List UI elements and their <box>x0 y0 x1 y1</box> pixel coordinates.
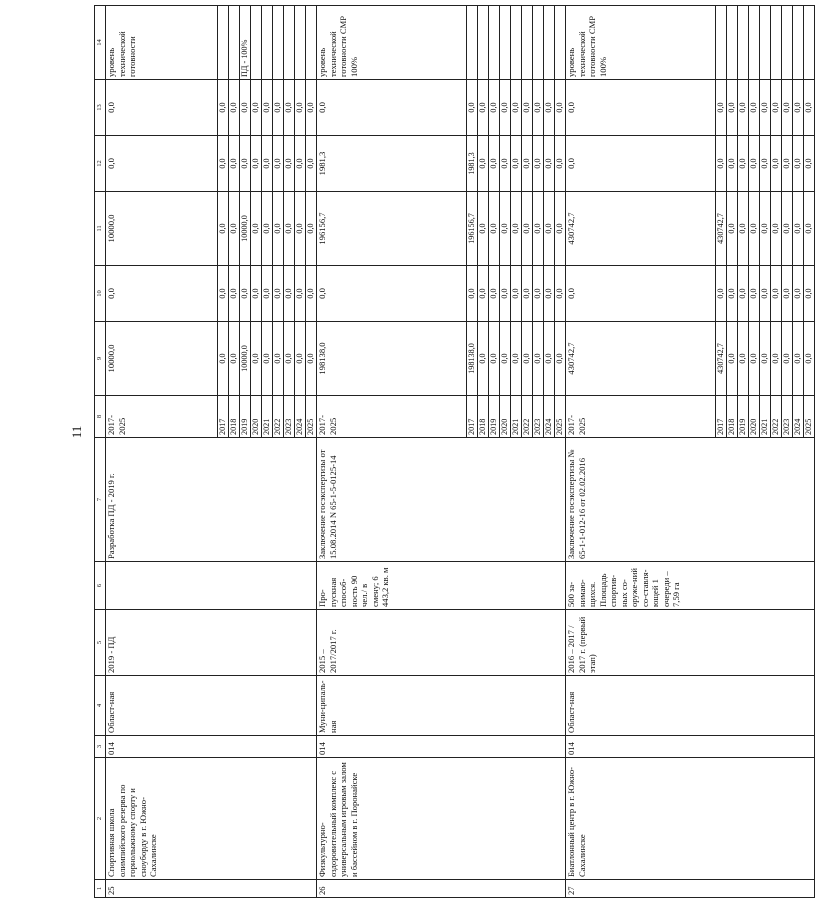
value-c12: 0,0 <box>749 136 760 192</box>
value-c9: 0,0 <box>251 322 262 396</box>
object-ownership: Муни-ципаль-ная <box>317 676 566 736</box>
value-c12: 0,0 <box>727 136 738 192</box>
value-c13: 0,0 <box>467 80 478 136</box>
value-c10: 0,0 <box>511 266 522 322</box>
readiness-cell <box>489 6 500 80</box>
total-period: 2017-2025 <box>566 396 716 438</box>
value-c11: 0,0 <box>727 192 738 266</box>
rotated-page <box>94 6 813 898</box>
value-c13: 0,0 <box>218 80 229 136</box>
year-cell: 2017 <box>218 396 229 438</box>
value-c12: 0,0 <box>306 136 317 192</box>
value-c10: 0,0 <box>760 266 771 322</box>
value-c10: 0,0 <box>555 266 566 322</box>
readiness-cell <box>727 6 738 80</box>
object-ownership: Област-ная <box>106 676 317 736</box>
value-c10: 0,0 <box>727 266 738 322</box>
total-readiness: уровень технической готовности <box>106 6 218 80</box>
value-c13: 0,0 <box>262 80 273 136</box>
object-capacity: 500 за-нимаю-щихся. Площадь спортив-ных со-оруже-ний со-ставля-ющей 1 очереди – 7,59 га <box>566 562 815 610</box>
readiness-cell <box>760 6 771 80</box>
value-c12: 0,0 <box>716 136 727 192</box>
value-c12: 0,0 <box>500 136 511 192</box>
object-code: 014 <box>106 736 317 758</box>
readiness-cell <box>555 6 566 80</box>
value-c9: 0,0 <box>306 322 317 396</box>
value-c11: 0,0 <box>555 192 566 266</box>
year-cell: 2022 <box>771 396 782 438</box>
value-c9: 0,0 <box>555 322 566 396</box>
value-c12: 0,0 <box>262 136 273 192</box>
year-cell: 2021 <box>511 396 522 438</box>
value-c12: 0,0 <box>284 136 295 192</box>
value-c10: 0,0 <box>749 266 760 322</box>
value-c11: 0,0 <box>544 192 555 266</box>
value-c9: 0,0 <box>782 322 793 396</box>
year-cell: 2019 <box>738 396 749 438</box>
total-c12: 0,0 <box>106 136 218 192</box>
value-c12: 0,0 <box>760 136 771 192</box>
value-c10: 0,0 <box>467 266 478 322</box>
total-c11: 196156,7 <box>317 192 467 266</box>
readiness-cell <box>771 6 782 80</box>
value-c12: 0,0 <box>738 136 749 192</box>
value-c9: 0,0 <box>229 322 240 396</box>
value-c12: 0,0 <box>229 136 240 192</box>
value-c11: 0,0 <box>273 192 284 266</box>
total-c9: 10000,0 <box>106 322 218 396</box>
value-c9: 0,0 <box>295 322 306 396</box>
readiness-cell <box>295 6 306 80</box>
year-cell: 2020 <box>749 396 760 438</box>
readiness-cell <box>804 6 815 80</box>
object-name: Биатлонный центр в г. Южно-Сахалинске <box>566 758 815 880</box>
value-c13: 0,0 <box>522 80 533 136</box>
year-cell: 2023 <box>782 396 793 438</box>
readiness-cell <box>782 6 793 80</box>
object-code: 014 <box>317 736 566 758</box>
value-c12: 0,0 <box>295 136 306 192</box>
total-c9: 430742,7 <box>566 322 716 396</box>
value-c10: 0,0 <box>804 266 815 322</box>
object-total-row <box>106 6 218 898</box>
total-c13: 0,0 <box>106 80 218 136</box>
value-c13: 0,0 <box>555 80 566 136</box>
readiness-cell <box>218 6 229 80</box>
value-c11: 430742,7 <box>716 192 727 266</box>
value-c11: 0,0 <box>218 192 229 266</box>
value-c13: 0,0 <box>229 80 240 136</box>
total-readiness: уровень технической готовности СМР 100% <box>317 6 467 80</box>
value-c9: 0,0 <box>727 322 738 396</box>
total-c10: 0,0 <box>317 266 467 322</box>
value-c9: 430742,7 <box>716 322 727 396</box>
table-body <box>95 6 815 898</box>
total-c13: 0,0 <box>317 80 467 136</box>
objects-table <box>94 5 815 898</box>
value-c12: 0,0 <box>804 136 815 192</box>
value-c11: 10000,0 <box>240 192 251 266</box>
value-c9: 0,0 <box>500 322 511 396</box>
year-cell: 2023 <box>533 396 544 438</box>
column-index-4: 4 <box>95 676 106 736</box>
column-index-11: 11 <box>95 192 106 266</box>
total-c10: 0,0 <box>106 266 218 322</box>
readiness-cell <box>533 6 544 80</box>
year-cell: 2025 <box>555 396 566 438</box>
object-number: 27 <box>566 880 815 898</box>
value-c11: 0,0 <box>760 192 771 266</box>
value-c11: 0,0 <box>793 192 804 266</box>
total-c12: 0,0 <box>566 136 716 192</box>
table-container <box>94 6 813 898</box>
value-c9: 0,0 <box>478 322 489 396</box>
value-c9: 0,0 <box>544 322 555 396</box>
object-documentation: Заключение госэкспертизы № 65-1-1-012-16 от 02.02.2016 <box>566 438 815 562</box>
value-c12: 0,0 <box>478 136 489 192</box>
year-cell: 2021 <box>760 396 771 438</box>
value-c13: 0,0 <box>251 80 262 136</box>
value-c12: 0,0 <box>555 136 566 192</box>
year-cell: 2018 <box>229 396 240 438</box>
readiness-cell <box>273 6 284 80</box>
year-cell: 2024 <box>544 396 555 438</box>
object-number: 25 <box>106 880 317 898</box>
value-c9: 0,0 <box>804 322 815 396</box>
value-c9: 0,0 <box>489 322 500 396</box>
value-c12: 0,0 <box>489 136 500 192</box>
object-period: 2015 – 2017/2017 г. <box>317 610 566 676</box>
page-number: 11 <box>69 425 84 439</box>
value-c11: 0,0 <box>478 192 489 266</box>
value-c13: 0,0 <box>793 80 804 136</box>
total-period: 2017-2025 <box>106 396 218 438</box>
value-c10: 0,0 <box>793 266 804 322</box>
value-c11: 0,0 <box>804 192 815 266</box>
value-c10: 0,0 <box>544 266 555 322</box>
value-c13: 0,0 <box>489 80 500 136</box>
value-c9: 0,0 <box>522 322 533 396</box>
value-c12: 0,0 <box>522 136 533 192</box>
value-c10: 0,0 <box>522 266 533 322</box>
value-c10: 0,0 <box>500 266 511 322</box>
value-c10: 0,0 <box>284 266 295 322</box>
value-c13: 0,0 <box>771 80 782 136</box>
value-c12: 1981,3 <box>467 136 478 192</box>
value-c13: 0,0 <box>738 80 749 136</box>
value-c9: 0,0 <box>738 322 749 396</box>
object-number: 26 <box>317 880 566 898</box>
readiness-cell <box>511 6 522 80</box>
object-name: Физкультурно-оздоровительный комплекс с универсальным игровым залом и бассейном в г. Поронайске <box>317 758 566 880</box>
value-c13: 0,0 <box>804 80 815 136</box>
readiness-cell <box>544 6 555 80</box>
value-c10: 0,0 <box>782 266 793 322</box>
value-c11: 0,0 <box>251 192 262 266</box>
value-c9: 0,0 <box>760 322 771 396</box>
year-cell: 2017 <box>716 396 727 438</box>
value-c13: 0,0 <box>284 80 295 136</box>
object-period: 2016 – 2017 / 2017 г. (первый этап) <box>566 610 815 676</box>
column-index-10: 10 <box>95 266 106 322</box>
year-cell: 2017 <box>467 396 478 438</box>
year-cell: 2025 <box>306 396 317 438</box>
total-c13: 0,0 <box>566 80 716 136</box>
value-c11: 0,0 <box>306 192 317 266</box>
readiness-cell <box>467 6 478 80</box>
year-cell: 2018 <box>478 396 489 438</box>
total-c12: 1981,3 <box>317 136 467 192</box>
value-c9: 198138,0 <box>467 322 478 396</box>
object-capacity <box>106 562 317 610</box>
value-c9: 0,0 <box>284 322 295 396</box>
value-c13: 0,0 <box>749 80 760 136</box>
value-c9: 0,0 <box>511 322 522 396</box>
year-cell: 2024 <box>295 396 306 438</box>
total-c9: 198138,0 <box>317 322 467 396</box>
value-c12: 0,0 <box>273 136 284 192</box>
column-index-6: 6 <box>95 562 106 610</box>
column-index-5: 5 <box>95 610 106 676</box>
value-c13: 0,0 <box>511 80 522 136</box>
value-c9: 10000,0 <box>240 322 251 396</box>
readiness-cell <box>229 6 240 80</box>
value-c10: 0,0 <box>273 266 284 322</box>
object-ownership: Област-ная <box>566 676 815 736</box>
value-c12: 0,0 <box>793 136 804 192</box>
readiness-cell <box>306 6 317 80</box>
value-c9: 0,0 <box>533 322 544 396</box>
value-c11: 0,0 <box>284 192 295 266</box>
value-c12: 0,0 <box>218 136 229 192</box>
column-index-14: 14 <box>95 6 106 80</box>
value-c12: 0,0 <box>240 136 251 192</box>
readiness-cell <box>522 6 533 80</box>
total-readiness: уровень технической готовности СМР 100% <box>566 6 716 80</box>
value-c9: 0,0 <box>218 322 229 396</box>
value-c11: 0,0 <box>489 192 500 266</box>
value-c13: 0,0 <box>306 80 317 136</box>
value-c11: 0,0 <box>511 192 522 266</box>
readiness-cell <box>478 6 489 80</box>
value-c11: 0,0 <box>738 192 749 266</box>
year-cell: 2019 <box>489 396 500 438</box>
object-capacity: Про-пускная способ-ность 90 чел./ в смену; 6 443,2 кв. м <box>317 562 566 610</box>
value-c9: 0,0 <box>273 322 284 396</box>
value-c13: 0,0 <box>295 80 306 136</box>
value-c12: 0,0 <box>544 136 555 192</box>
year-cell: 2019 <box>240 396 251 438</box>
value-c13: 0,0 <box>544 80 555 136</box>
value-c11: 0,0 <box>229 192 240 266</box>
year-cell: 2023 <box>284 396 295 438</box>
object-documentation: Разработка ПД - 2019 г. <box>106 438 317 562</box>
value-c11: 0,0 <box>533 192 544 266</box>
column-index-row <box>95 6 106 898</box>
readiness-cell: ПД - 100% <box>240 6 251 80</box>
value-c12: 0,0 <box>533 136 544 192</box>
value-c10: 0,0 <box>306 266 317 322</box>
total-c11: 430742,7 <box>566 192 716 266</box>
value-c9: 0,0 <box>771 322 782 396</box>
readiness-cell <box>749 6 760 80</box>
object-documentation: Заключение госэкспертизы от 15.08.2014 N 65-1-5-0125-14 <box>317 438 566 562</box>
value-c11: 0,0 <box>262 192 273 266</box>
readiness-cell <box>793 6 804 80</box>
value-c10: 0,0 <box>738 266 749 322</box>
value-c10: 0,0 <box>240 266 251 322</box>
value-c10: 0,0 <box>478 266 489 322</box>
total-c11: 10000,0 <box>106 192 218 266</box>
value-c10: 0,0 <box>218 266 229 322</box>
value-c11: 0,0 <box>500 192 511 266</box>
column-index-12: 12 <box>95 136 106 192</box>
value-c12: 0,0 <box>511 136 522 192</box>
year-cell: 2022 <box>522 396 533 438</box>
value-c13: 0,0 <box>273 80 284 136</box>
total-period: 2017-2025 <box>317 396 467 438</box>
year-cell: 2020 <box>500 396 511 438</box>
year-cell: 2020 <box>251 396 262 438</box>
year-cell: 2024 <box>793 396 804 438</box>
value-c11: 0,0 <box>771 192 782 266</box>
readiness-cell <box>262 6 273 80</box>
value-c13: 0,0 <box>240 80 251 136</box>
readiness-cell <box>251 6 262 80</box>
readiness-cell <box>716 6 727 80</box>
year-cell: 2018 <box>727 396 738 438</box>
column-index-7: 7 <box>95 438 106 562</box>
object-code: 014 <box>566 736 815 758</box>
value-c11: 0,0 <box>522 192 533 266</box>
column-index-13: 13 <box>95 80 106 136</box>
readiness-cell <box>500 6 511 80</box>
value-c10: 0,0 <box>251 266 262 322</box>
column-index-8: 8 <box>95 396 106 438</box>
value-c13: 0,0 <box>727 80 738 136</box>
value-c10: 0,0 <box>489 266 500 322</box>
readiness-cell <box>284 6 295 80</box>
value-c10: 0,0 <box>771 266 782 322</box>
year-cell: 2025 <box>804 396 815 438</box>
column-index-2: 2 <box>95 758 106 880</box>
value-c11: 0,0 <box>749 192 760 266</box>
value-c12: 0,0 <box>251 136 262 192</box>
value-c13: 0,0 <box>782 80 793 136</box>
value-c11: 0,0 <box>782 192 793 266</box>
total-c10: 0,0 <box>566 266 716 322</box>
value-c11: 196156,7 <box>467 192 478 266</box>
value-c10: 0,0 <box>229 266 240 322</box>
value-c13: 0,0 <box>760 80 771 136</box>
readiness-cell <box>738 6 749 80</box>
value-c12: 0,0 <box>782 136 793 192</box>
object-total-row <box>566 6 716 898</box>
value-c11: 0,0 <box>295 192 306 266</box>
value-c10: 0,0 <box>716 266 727 322</box>
value-c9: 0,0 <box>262 322 273 396</box>
value-c13: 0,0 <box>500 80 511 136</box>
value-c10: 0,0 <box>533 266 544 322</box>
object-period: 2019 - ПД <box>106 610 317 676</box>
value-c10: 0,0 <box>295 266 306 322</box>
value-c10: 0,0 <box>262 266 273 322</box>
value-c9: 0,0 <box>749 322 760 396</box>
value-c12: 0,0 <box>771 136 782 192</box>
value-c13: 0,0 <box>716 80 727 136</box>
value-c9: 0,0 <box>793 322 804 396</box>
object-total-row <box>317 6 467 898</box>
column-index-3: 3 <box>95 736 106 758</box>
year-cell: 2022 <box>273 396 284 438</box>
value-c13: 0,0 <box>533 80 544 136</box>
column-index-9: 9 <box>95 322 106 396</box>
year-cell: 2021 <box>262 396 273 438</box>
column-index-1: 1 <box>95 880 106 898</box>
object-name: Спортивная школа олимпийского резерва по горнолыжному спорту и сноуборду в г. Южно-Сахалинске <box>106 758 317 880</box>
value-c13: 0,0 <box>478 80 489 136</box>
